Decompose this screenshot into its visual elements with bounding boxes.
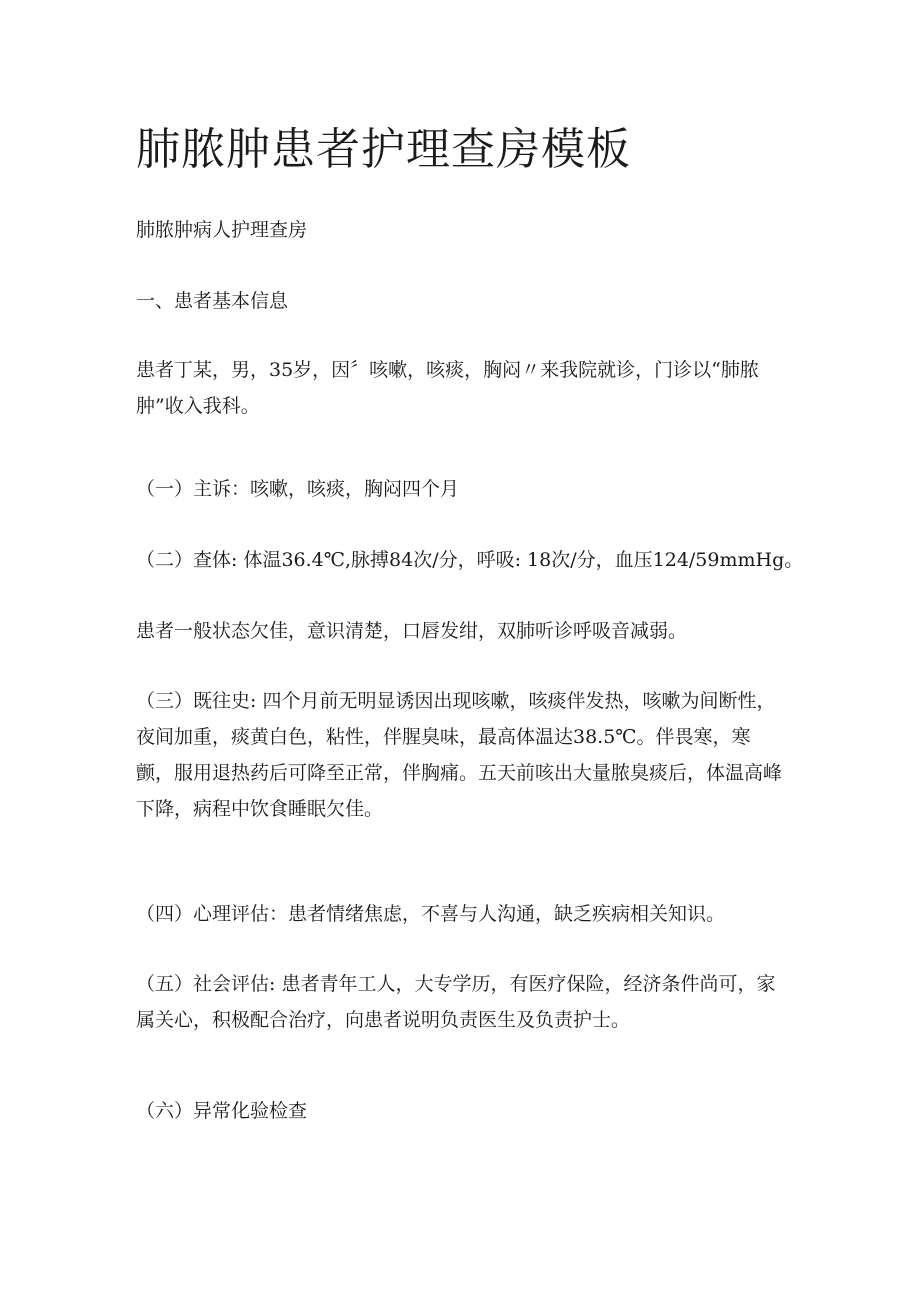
physical-exam: （二）查体: 体温36.4℃,脉搏84次/分，呼吸: 18次/分，血压124/59mmHg。 [136, 549, 804, 571]
abnormal-labs-heading: （六）异常化验检查 [136, 1100, 308, 1122]
section-heading-patient-info: 一、患者基本信息 [136, 290, 289, 312]
document-title: 肺脓肿患者护理查房模板 [136, 124, 631, 175]
past-history-paragraph: （三）既往史: 四个月前无明显诱因出现咳嗽，咳痰伴发热，咳嗽为间断性，夜间加重，痰黄白色，粘性，伴腥臭味，最高体温达38.5℃。伴畏寒，寒颤，服用退热药后可降至正常，伴胸痛。五天前咳出大量脓臭痰后，体温高峰下降，病程中饮食睡眠欠佳。 [136, 690, 783, 820]
psych-assessment: （四）心理评估：患者情绪焦虑，不喜与人沟通，缺乏疾病相关知识。 [136, 903, 726, 925]
document-subtitle: 肺脓肿病人护理查房 [136, 219, 308, 241]
social-assessment-paragraph: （五）社会评估: 患者青年工人，大专学历，有医疗保险，经济条件尚可，家属关心，积极配合治疗，向患者说明负责医生及负责护士。 [136, 973, 776, 1031]
patient-intro-paragraph: 患者丁某，男，35岁，因〞咳嗽，咳痰，胸闷〃来我院就诊，门诊以“肺脓肿”收入我科。 [136, 359, 759, 417]
general-state: 患者一般状态欠佳，意识清楚，口唇发绀，双肺听诊呼吸音减弱。 [136, 620, 688, 642]
chief-complaint: （一）主诉：咳嗽，咳痰，胸闷四个月 [136, 478, 460, 500]
